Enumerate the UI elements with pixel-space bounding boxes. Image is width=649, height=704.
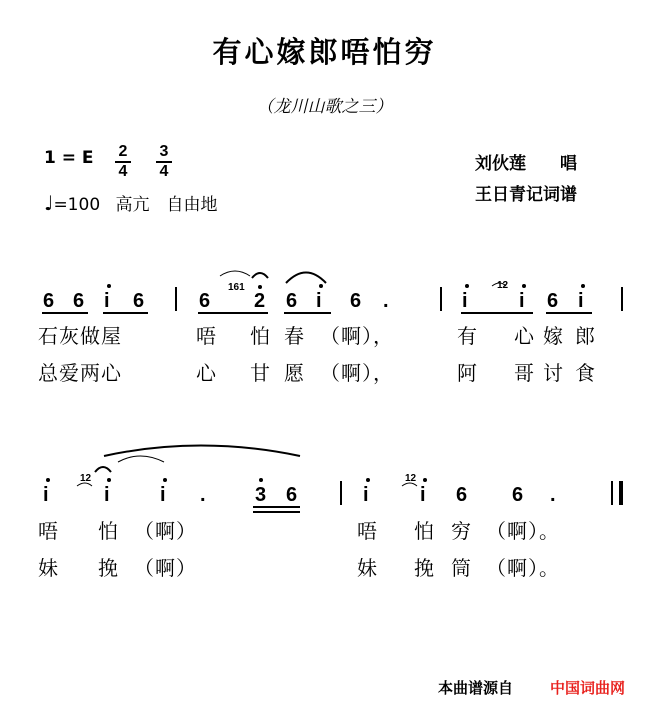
octave-dot (163, 478, 167, 482)
lyric-word: 心 (196, 361, 217, 385)
note: 6 (286, 484, 298, 506)
expression-marking: 高亢 自由地 (115, 195, 218, 215)
notation-line1 (0, 0, 1, 1)
slur (286, 273, 326, 284)
song-title: 有心嫁郎唔怕穷 (212, 35, 437, 69)
quarter-note-icon: ♩ (44, 191, 54, 215)
lyric-word: 愿 (284, 361, 305, 385)
lyric-word: 食 (575, 361, 596, 385)
note: i (160, 484, 166, 506)
note: 2 (254, 290, 266, 312)
note: 6 (43, 290, 55, 312)
octave-dot (465, 284, 469, 288)
note: i (104, 484, 110, 506)
key-signature: 1 = E (44, 148, 94, 168)
lyric-word: （啊）。 (486, 519, 560, 543)
lyric-word: 嫁 (543, 324, 564, 348)
lyric-word: 石灰做屋 (38, 324, 122, 348)
note: i (316, 290, 322, 312)
grace-note: 12 (405, 473, 417, 484)
source-label: 本曲谱源自 (438, 679, 514, 697)
lyric-word: 阿 (457, 361, 478, 385)
lyric-word: 挽 (98, 556, 119, 580)
lyric-word: 筒 (451, 556, 472, 580)
note: 6 (547, 290, 559, 312)
octave-dot (259, 478, 263, 482)
note: i (43, 484, 49, 506)
lyric-word: 郎 (575, 324, 596, 348)
grace-note: 12 (80, 473, 92, 484)
lyric-word: 唔 (357, 519, 378, 543)
lyric-word: 怕 (98, 519, 119, 543)
octave-dot (107, 284, 111, 288)
octave-dot (319, 284, 323, 288)
lyric-word: 怕 (250, 324, 271, 348)
note: 6 (133, 290, 145, 312)
lyric-word: 穷 (451, 519, 472, 543)
fermata (95, 467, 111, 472)
time-sig-denominator: 4 (118, 163, 128, 180)
dot: . (550, 484, 556, 506)
lyric-word: （啊）， (320, 324, 394, 348)
octave-dot (522, 284, 526, 288)
octave-dot (581, 284, 585, 288)
note: 6 (286, 290, 298, 312)
lyric-word: 怕 (414, 519, 435, 543)
lyric-word: 挽 (414, 556, 435, 580)
lyric-word: 甘 (250, 361, 271, 385)
grace-note: 12 (497, 280, 509, 291)
fermata (252, 273, 268, 278)
dot: . (383, 290, 389, 312)
note: 6 (199, 290, 211, 312)
site-link[interactable]: 中国词曲网 (550, 679, 626, 697)
lyric-word: 妹 (38, 556, 59, 580)
slur (104, 446, 300, 457)
time-sig-numerator: 3 (156, 143, 172, 163)
note: 6 (456, 484, 468, 506)
lyric-word: 心 (514, 324, 535, 348)
lyric-word: 妹 (357, 556, 378, 580)
time-sig-denominator: 4 (159, 163, 169, 180)
time-sig-numerator: 2 (115, 143, 131, 163)
note: 6 (73, 290, 85, 312)
dot: . (200, 484, 206, 506)
octave-dot (107, 478, 111, 482)
note: i (420, 484, 426, 506)
lyric-verse1-line1 (38, 320, 122, 349)
lyric-word: 哥 (514, 361, 535, 385)
note: 6 (350, 290, 362, 312)
note: i (578, 290, 584, 312)
note: i (363, 484, 369, 506)
note: i (104, 290, 110, 312)
lyric-word: 春 (284, 324, 305, 348)
note: 6 (512, 484, 524, 506)
fermata-dot (258, 285, 262, 289)
singer-credit: 刘伙莲 唱 (475, 154, 577, 174)
song-subtitle: （龙川山歌之三） (256, 97, 393, 117)
grace-note: 161 (228, 282, 245, 293)
note: i (462, 290, 468, 312)
lyric-word: （啊）， (320, 361, 394, 385)
octave-dot (423, 478, 427, 482)
lyric-word: 唔 (196, 324, 217, 348)
octave-dot (366, 478, 370, 482)
lyric-word: 唔 (38, 519, 59, 543)
note: 3 (255, 484, 267, 506)
lyric-word: （啊）。 (486, 556, 560, 580)
lyric-word: （啊） (134, 556, 197, 580)
note: i (519, 290, 525, 312)
transcriber-credit: 王日青记词谱 (475, 185, 577, 205)
lyric-word: 讨 (543, 361, 564, 385)
tempo-value: =100 (53, 195, 101, 215)
octave-dot (46, 478, 50, 482)
lyric-word: 总爱两心 (38, 361, 122, 385)
slur (220, 271, 250, 276)
lyric-word: 有 (457, 324, 478, 348)
slur (118, 456, 164, 462)
lyric-word: （啊） (134, 519, 197, 543)
